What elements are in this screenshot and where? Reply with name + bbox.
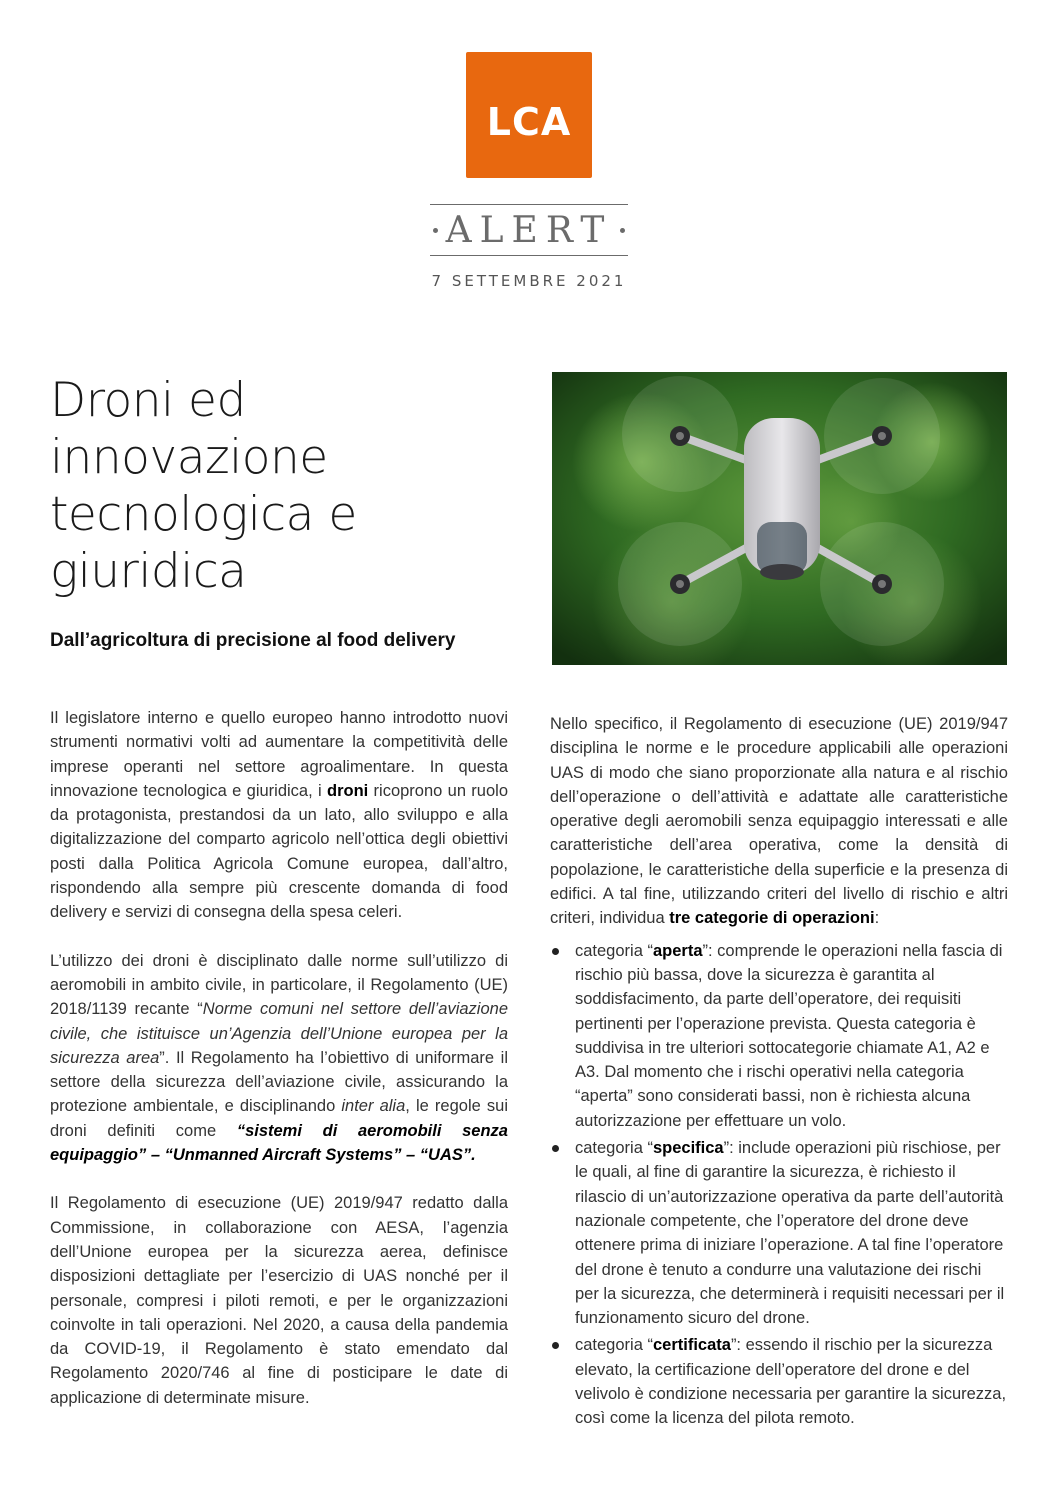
alert-header bbox=[430, 204, 628, 256]
highlight-uas: “sistemi di aeromobili senza equipaggio” – “Unmanned Aircraft Systems” – “UAS”. bbox=[50, 1121, 508, 1165]
publication-date: 7 SETTEMBRE 2021 bbox=[431, 272, 627, 290]
text: categoria “ bbox=[575, 1139, 653, 1158]
left-column bbox=[50, 706, 508, 1434]
text: categoria “ bbox=[575, 1336, 653, 1355]
text: ”. Il Regolamento ha l’obiettivo di uniformare il settore della sicurezza dell’aviazione civile, assicurando la protezione ambientale, e disciplinando bbox=[50, 1048, 508, 1116]
text: ”: comprende le operazioni nella fascia di rischio più bassa, dove la sicurezza è garantita al soddisfacimento, da parte dell’operatore, dei requisiti pertinenti per l’operazione prevista. Questa categoria è suddivisa in tre ulteriori sottocategorie chiamate A1, A2 e A3. Dal momento che i rischi operativi nella categoria “aperta” sono considerati bassi, non è richiesta alcuna autorizzazione per effettuare un volo. bbox=[575, 941, 1003, 1130]
logo-text: LCA bbox=[486, 100, 572, 144]
italic-text: Norme comuni nel settore dell’aviazione civile, che istituisce un’Agenzia dell’Unione europea per la sicurezza area bbox=[50, 1000, 508, 1067]
text: Il legislatore interno e quello europeo hanno introdotto nuovi strumenti normativi volti ad aumentare la competitività delle imprese operanti nel settore agroalimentare. In questa innovazione tecnologica e giuridica, i bbox=[50, 709, 508, 800]
paragraph: Il Regolamento di esecuzione (UE) 2019/947 redatto dalla Commissione, in collaborazione con AESA, l’agenzia dell’Unione europea per la sicurezza aerea, definisce disposizioni dettagliate per l’esercizio di UAS nonché per il personale, compresi i piloti remoti, e per le organizzazioni coinvolte in tali operazioni. Nel 2020, a causa della pandemia da COVID-19, il Regolamento è stato emendato dal Regolamento 2020/746 al fine di posticipare le date di applicazione di determinate misure. bbox=[50, 1194, 508, 1407]
italic-text: inter alia bbox=[341, 1097, 406, 1116]
bullet-icon bbox=[552, 1145, 559, 1152]
highlight: specifica bbox=[652, 1139, 724, 1158]
alert-title bbox=[430, 205, 628, 255]
text: Nello specifico, il Regolamento di esecuzione (UE) 2019/947 disciplina le norme e le procedure applicabili alle operazioni UAS di modo che siano proporzionate alla natura e al rischio dell’operazione o dell’attività e adattate alle caratteristiche operative degli aeromobili senza equipaggio interessati e alle caratteristiche dell’area operativa, come la densità di popolazione, le caratteristiche della superficie e la presenza di edifici. A tal fine, utilizzando criteri del livello di rischio e altri criteri, individua bbox=[550, 715, 1008, 928]
right-column bbox=[550, 712, 1008, 1434]
text: categoria “ bbox=[575, 941, 653, 960]
text: : bbox=[874, 909, 880, 928]
bullet-icon bbox=[552, 1342, 559, 1349]
dot-right-icon bbox=[620, 228, 625, 233]
drone-photo bbox=[552, 372, 1007, 665]
text: L’utilizzo dei droni è disciplinato dalle norme sull’utilizzo di aeromobili in ambito civile, in particolare, il Regolamento (UE) 2018/1139 recante “ bbox=[50, 951, 508, 1019]
list-item bbox=[550, 1333, 1008, 1430]
paragraph bbox=[550, 712, 1008, 931]
text: ”: essendo il rischio per la sicurezza elevato, la certificazione dell’operatore del drone e del velivolo è condizione necessaria per garantire la sicurezza, così come la licenza del pilota remoto. bbox=[575, 1336, 1007, 1428]
article-subtitle: Dall’agricoltura di precisione al food delivery bbox=[50, 630, 456, 651]
list-item bbox=[550, 1136, 1008, 1330]
paragraph bbox=[50, 706, 508, 925]
article-title: Droni ed innovazione tecnologica e giuridica bbox=[50, 373, 357, 599]
highlight: certificata bbox=[652, 1336, 731, 1355]
category-list bbox=[550, 939, 1008, 1431]
dot-left-icon bbox=[433, 228, 438, 233]
highlight-droni: droni bbox=[326, 781, 369, 800]
text: ”: include operazioni più rischiose, per le quali, al fine di garantire la sicurezza, è richiesto il rilascio di un’autorizzazione operativa da parte dell’autorità nazionale competente, che l’operatore del drone deve ottenere prima di iniziare l’operazione. A tal fine l’operatore del drone è tenuto a condurre una valutazione dei rischi per la sicurezza, che determinerà i requisiti necessari per il funzionamento sicuro del drone. bbox=[575, 1139, 1005, 1328]
text: ricoprono un ruolo da protagonista, prestandosi da un lato, allo sviluppo e alla digitalizzazione del comparto agricolo nell’ottica degli obiettivi posti dalla Politica Agricola Comune europea, dall’altro, rispondendo alla sempre più crescente domanda di food delivery e servizi di consegna della spesa celeri. bbox=[50, 781, 508, 922]
text: , le regole sui droni definiti come bbox=[50, 1097, 508, 1140]
drone-image bbox=[552, 372, 1007, 665]
lca-logo bbox=[466, 52, 592, 178]
highlight-categories: tre categorie di operazioni bbox=[669, 909, 875, 928]
highlight: aperta bbox=[652, 941, 703, 960]
divider-bottom bbox=[430, 255, 628, 256]
paragraph bbox=[50, 949, 508, 1168]
alert-text: ALERT bbox=[445, 209, 613, 251]
list-item bbox=[550, 939, 1008, 1133]
bullet-icon bbox=[552, 948, 559, 955]
